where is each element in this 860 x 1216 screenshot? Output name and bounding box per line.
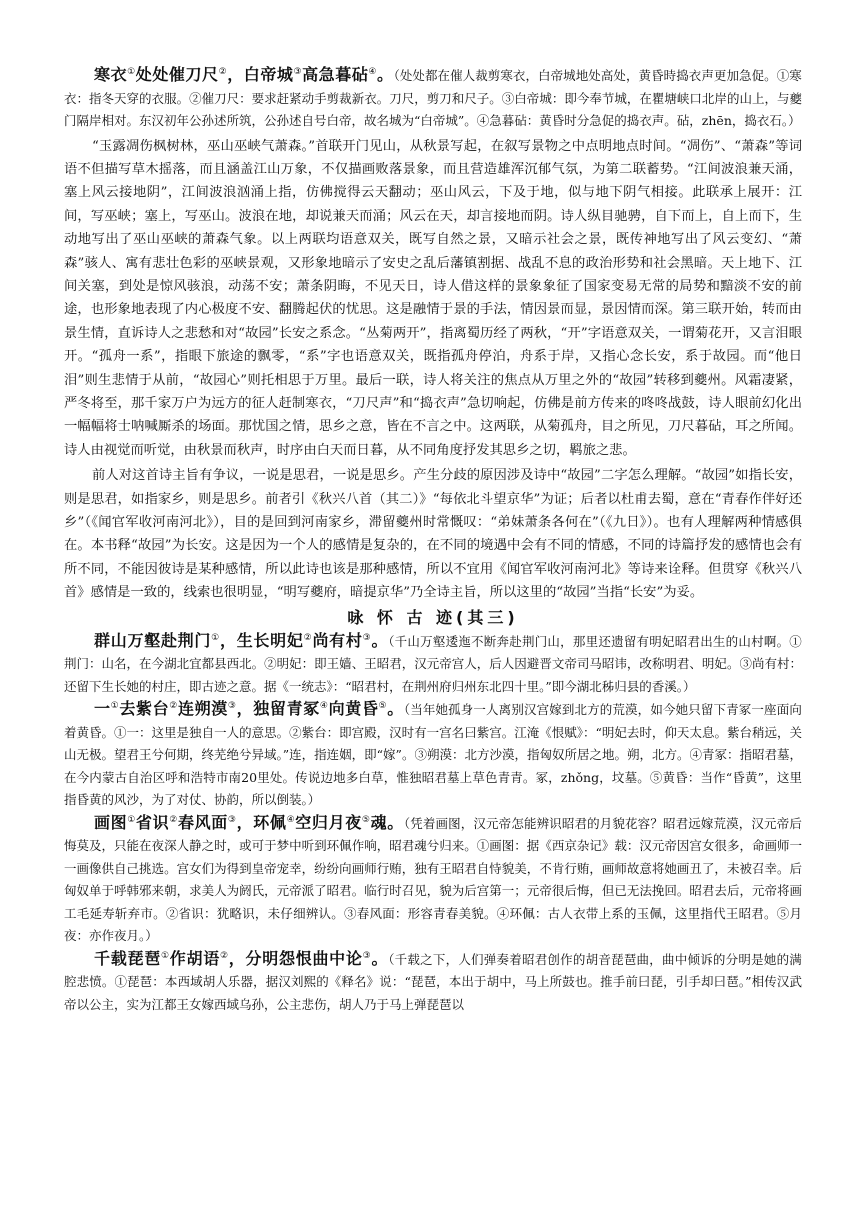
poem-line: 画图①省识②春风面③，环佩④空归月夜⑤魂。 <box>94 812 404 832</box>
annotated-verse-1 <box>64 64 802 133</box>
analysis-paragraph-1: “玉露凋伤枫树林，巫山巫峡气萧森。”首联开门见山，从秋景写起，在叙写景物之中点明地点时间。“凋伤”、“萧森”等词语不但描写草木摇落，而且涵盖江山万象，不仅描画败落景象，而且营造雄浑沉郁气氛，为第二联蓄势。“江间波浪兼天涌，塞上风云接地阴”，江间波浪汹涌上指，仿佛搅得云天翻动；巫山风云，下及于地，似与地下阴气相接。此联承上展开：江间，写巫峡；塞上，写巫山。波浪在地，却说兼天而涌；风云在天，却言接地而阴。诗人纵目驰骋，自下而上，自上而下，生动地写出了巫山巫峡的萧森气象。以上两联均语意双关，既写自然之景，又暗示社会之景，既传神地写出了风云变幻、“萧森”骇人、寓有悲壮色彩的巫峡景观，又形象地暗示了安史之乱后藩镇割据、战乱不息的政治形势和社会黑暗。天上地下、江间关塞，到处是惊风骇浪，动荡不安；萧条阴晦，不见天日，诗人借这样的景象象征了国家变易无常的局势和黯淡不安的前途，也形象地表现了内心极度不安、翻腾起伏的忧思。这是融情于景的手法，情因景而显，景因情而深。第三联开始，转而由景生情，直诉诗人之悲愁和对“故园”长安之系念。“丛菊两开”，指离蜀历经了两秋，“开”字语意双关，一谓菊花开，又言泪眼开。“孤舟一系”，指眼下旅途的飘零，“系”字也语意双关，既指孤舟停泊，舟系于岸，又指心念长安，系于故园。而“他日泪”则生悲情于从前，“故园心”则托相思于万里。最后一联，诗人将关注的焦点从万里之外的“故园”转移到夔州。风霜凄紧，严冬将至，那千家万户为远方的征人赶制寒衣，“刀尺声”和“捣衣声”急切响起，仿佛是前方传来的咚咚战鼓，诗人眼前幻化出一幅幅将士呐喊厮杀的场面。那忧国之情，思乡之意，皆在不言之中。这两联，从菊孤舟，目之所见，刀尺暮砧，耳之所闻。诗人由视觉而听觉，由秋景而秋声，时序由白天而日暮，从不同角度抒发其思乡之切，羁旅之悲。 <box>64 138 802 458</box>
poem-line: 寒衣①处处催刀尺②，白帝城③高急暮砧④。 <box>94 65 394 84</box>
analysis-paragraph-2: 前人对这首诗主旨有争议，一说是思君，一说是思乡。产生分歧的原因涉及诗中“故园”二字怎么理解。“故园”如指长安，则是思君，如指家乡，则是思乡。前者引《秋兴八首（其二）》“每依北斗望京华”为证；后者以杜甫去蜀，意在“青春作伴好还乡”（《闻官军收河南河北》），目的是回到河南家乡，滞留夔州时常慨叹：“弟妹萧条各何在”（《九日》）。也有人理解两种情感俱在。本书释“故园”为长安。这是因为一个人的感情是复杂的，在不同的境遇中会有不同的情感，不同的诗篇抒发的感情也会有所不同，不能因彼诗是某种感情，所以此诗也该是那种感情，所以不宜用《闻官军收河南河北》等诗来诠释。但贯穿《秋兴八首》感情是一致的，线索也很明显，“明写夔府，暗提京华”乃全诗主旨，所以这里的“故园”当指“长安”为妥。 <box>64 468 802 601</box>
verse-annotation: （当年她孤身一人离别汉宫嫁到北方的荒漠，如今她只留下青冢一座面向着黄昏。①一：这里是独自一人的意思。②紫台：即宫殿，汉时有一宫名曰紫宫。江淹《恨赋》：“明妃去时，仰天太息。紫台稍远，关山无极。望君王兮何期，终芜绝兮异域。”连，指连姻，即“嫁”。③朔漠：北方沙漠，指匈奴所居之地。朔，北方。④青冢：指昭君墓，在今内蒙古自治区呼和浩特市南20里处。传说边地多白草，惟独昭君墓上草色青青。冢，zhǒng，坟墓。⑤黄昏：当作“昏黄”，这里指昏黄的风沙，为了对仗、协韵，所以倒装。） <box>64 702 802 808</box>
annotated-verse-5 <box>64 948 802 1017</box>
verse-annotation: （处处都在催人裁剪寒衣，白帝城地处高处，黄昏時捣衣声更加急促。①寒衣：指冬天穿的衣服。②催刀尺：要求赶紧动手剪裁新衣。刀尺，剪刀和尺子。③白帝城：即今奉节城，在瞿塘峡口北岸的山上，与夔门隔岸相对。东汉初年公孙述所筑，公孙述自号白帝，故名城为“白帝城”。④急暮砧：黄昏时分急促的捣衣声。砧，zhēn，捣衣石。） <box>64 68 802 128</box>
poem-line: 一①去紫台②连朔漠③，独留青冢④向黄昏⑤。 <box>94 699 404 719</box>
verse-annotation: （千载之下，人们弹奏着昭君创作的胡音琵琶曲，曲中倾诉的分明是她的满腔悲愤。①琵琶：本西域胡人乐器，据汉刘熙的《释名》说：“琵琶，本出于胡中，马上所鼓也。推手前曰琵，引手却曰琶。”相传汉武帝以公主，实为江都王女嫁西域乌孙，公主悲伤，胡人乃于马上弹琵琶以 <box>64 951 802 1012</box>
verse-annotation: （凭着画图，汉元帝怎能辨识昭君的月貌花容？昭君远嫁荒漠，汉元帝后悔莫及，只能在夜深人静之时，或可于梦中听到环佩作响，昭君魂兮归来。①画图：据《西京杂记》载：汉元帝因宫女很多，命画师一一画像供自己挑选。宫女们为得到皇帝宠幸，纷纷向画师行贿，独有王昭君自恃貌美，不肯行贿，画师故意将她画丑了，未被召幸。后匈奴单于呼韩邪来朝，求美人为阏氏，元帝派了昭君。临行时召见，貌为后宫第一；元帝很后悔，但已无法挽回。昭君去后，元帝将画工毛延寿斩弃市。②省识：犹略识，未仔细辨认。③春风面：形容青春美貌。④环佩：古人衣带上系的玉佩，这里指代王昭君。⑤月夜：亦作夜月。） <box>64 815 802 944</box>
verse-annotation: （千山万壑逶迤不断奔赴荆门山，那里还遗留有明妃昭君出生的山村啊。①荆门：山名，在今湖北宜都县西北。②明妃：即王嫱、王昭君，汉元帝宫人，后人因避晋文帝司马昭讳，改称明君、明妃。③尚有村：还留下生长她的村庄，即古迹之意。据《一统志》：“昭君村，在荆州府归州东北四十里。”即今湖北秭归县的香溪。） <box>64 633 802 694</box>
poem-line: 千载琵琶①作胡语②，分明怨恨曲中论③。 <box>94 948 389 968</box>
poem-title: 咏 怀 古 迹(其三) <box>347 607 519 627</box>
annotated-verse-2 <box>64 630 802 699</box>
annotated-verse-3 <box>64 698 802 812</box>
poem-line: 群山万壑赴荆门①，生长明妃②尚有村③。 <box>94 630 389 650</box>
annotated-verse-4 <box>64 812 802 948</box>
